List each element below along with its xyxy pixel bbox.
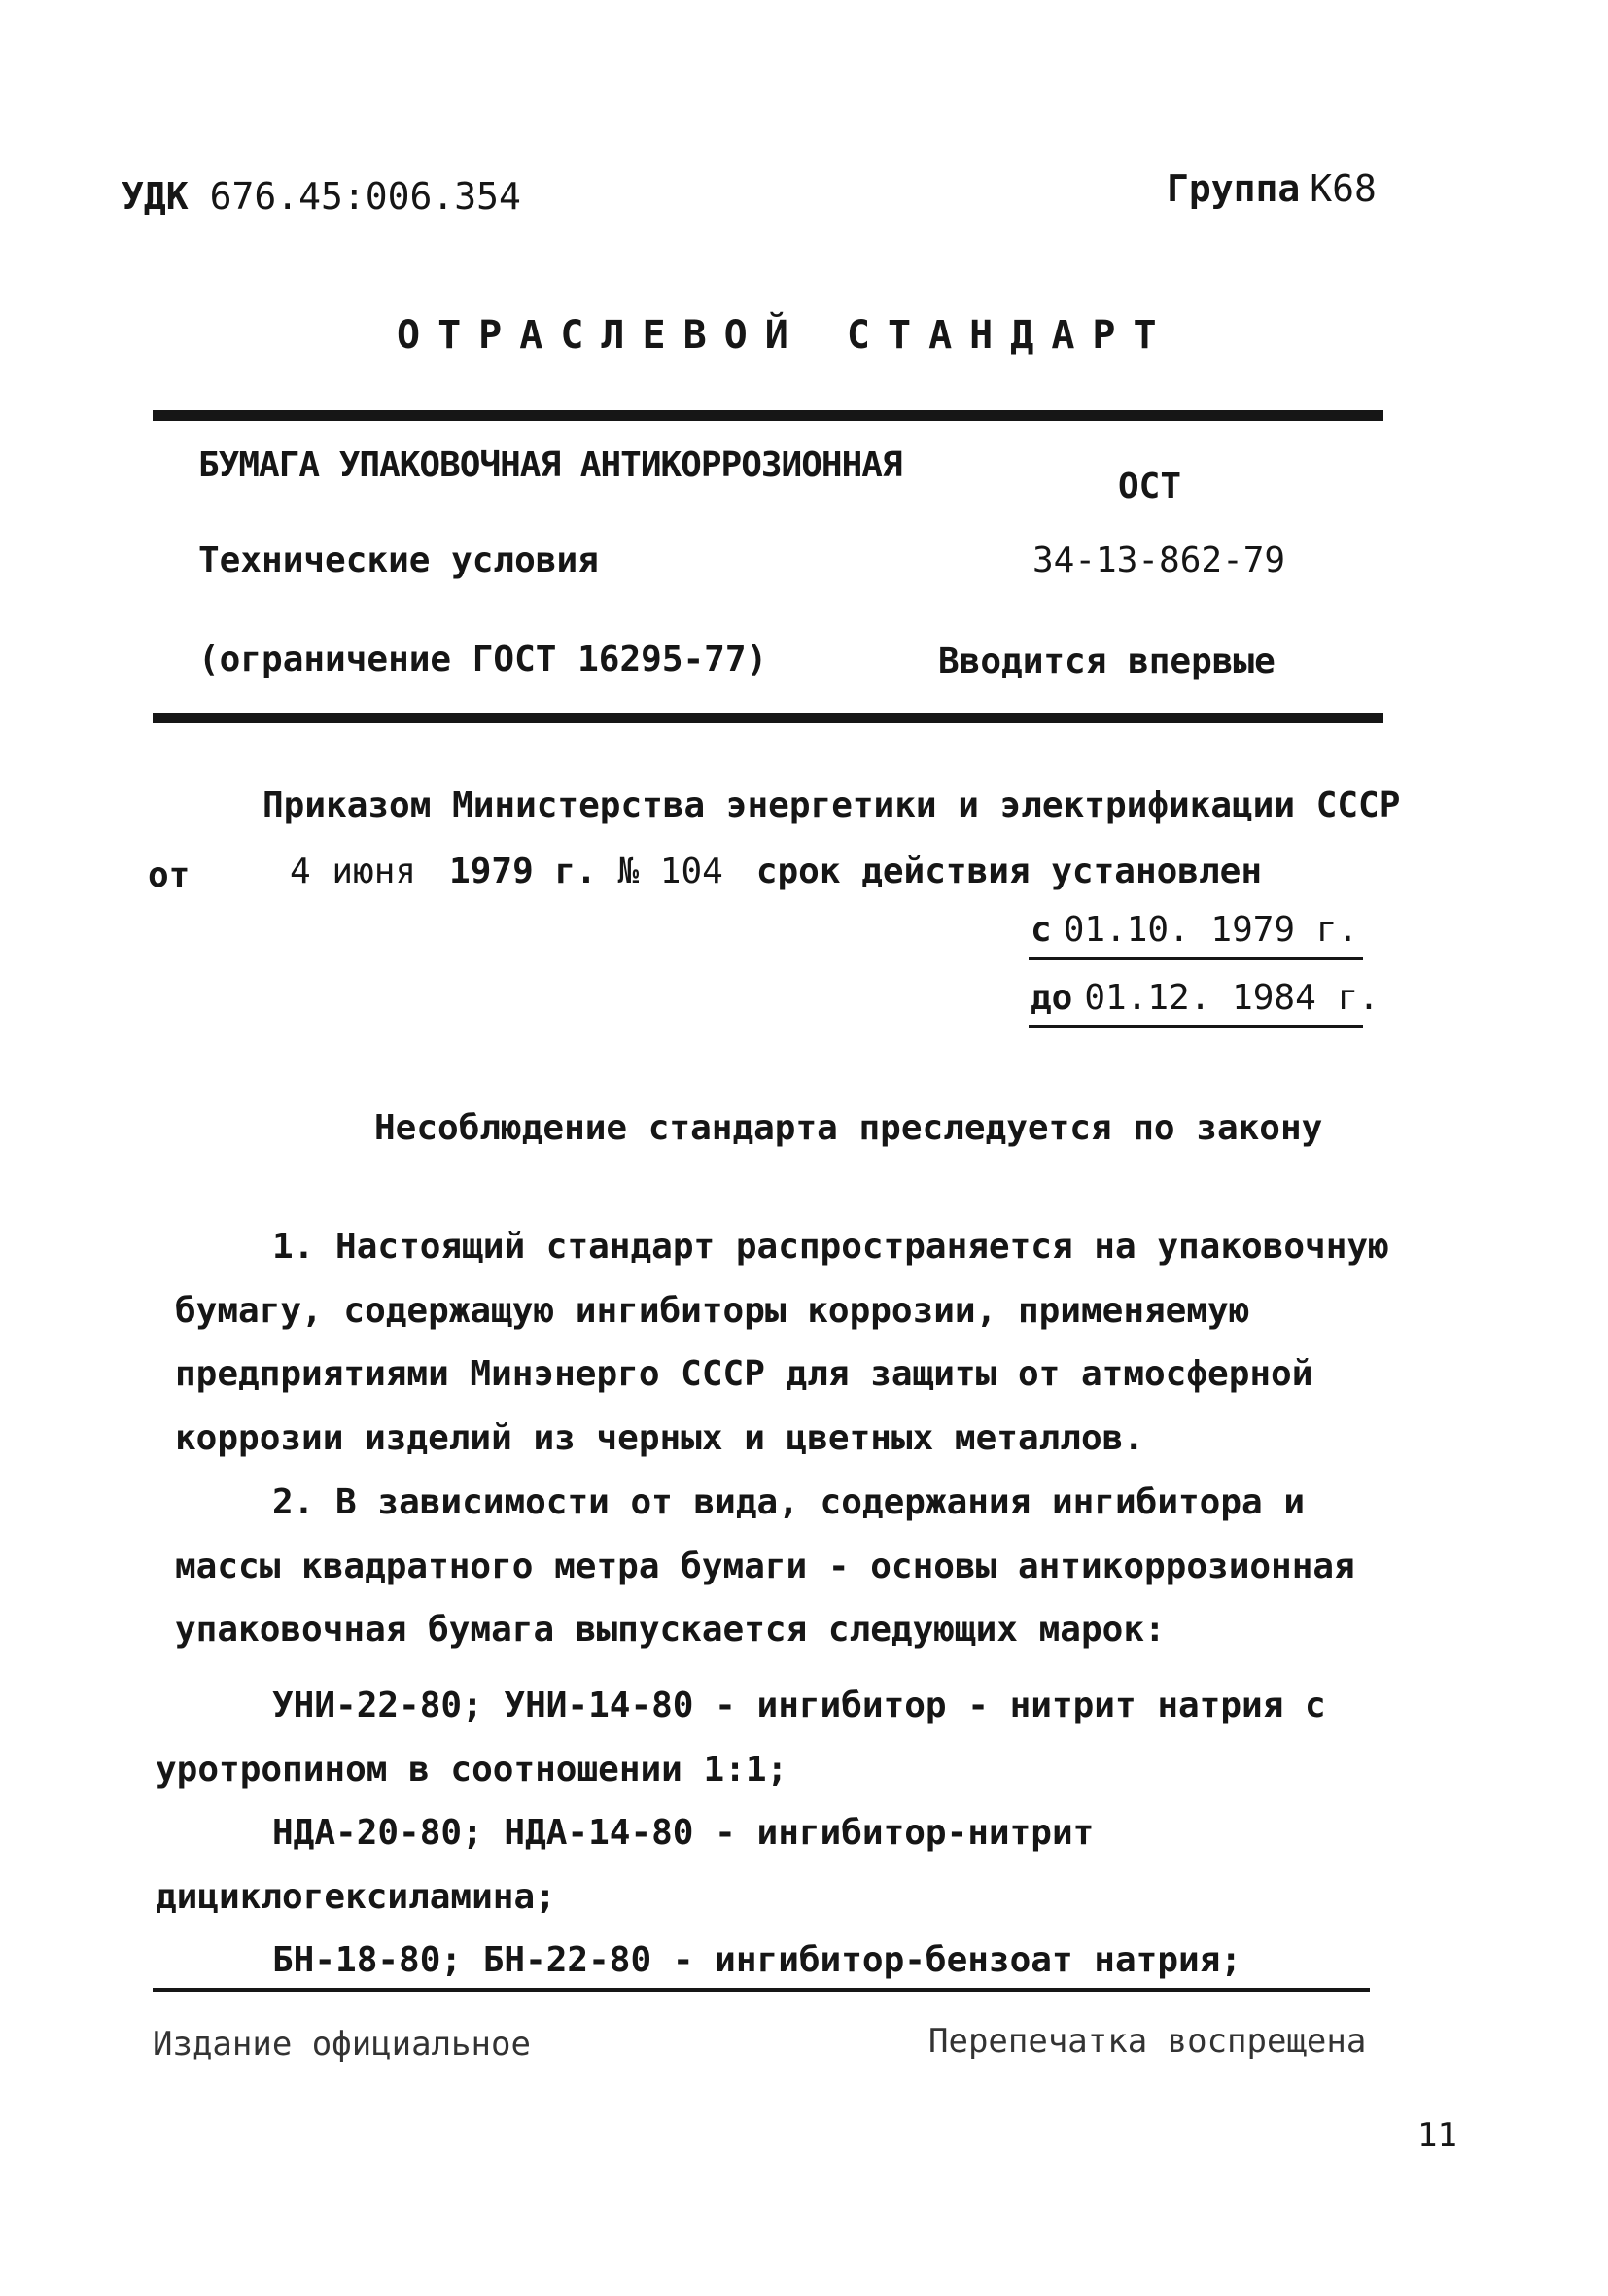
udk-line xyxy=(122,175,521,218)
grade-description: - ингибитор-нитрит дициклогексиламина; xyxy=(156,1813,1095,1917)
footer-reprint-notice: Перепечатка воспрещена xyxy=(928,2022,1367,2061)
valid-to-prefix: до xyxy=(1031,978,1073,1018)
paragraph-1-number: 1. xyxy=(272,1227,315,1267)
group-line xyxy=(1167,167,1377,210)
grade-list xyxy=(156,1674,1410,1993)
grade-description: - ингибитор-бензоат натрия; xyxy=(672,1940,1242,1980)
document-title: БУМАГА УПАКОВОЧНАЯ АНТИКОРРОЗИОННАЯ xyxy=(198,445,902,485)
valid-from-prefix: с xyxy=(1031,910,1052,950)
legal-warning: Несоблюдение стандарта преследуется по закону xyxy=(374,1108,1323,1148)
paragraph-1 xyxy=(175,1215,1390,1470)
grade-item xyxy=(156,1801,1410,1929)
valid-from-line xyxy=(1031,910,1358,950)
grade-codes: НДА-20-80; НДА-14-80 xyxy=(272,1813,694,1853)
validity-text: срок действия установлен xyxy=(755,852,1262,891)
paragraph-2-text: В зависимости от вида, содержания ингибитора и массы квадратного метра бумаги - основы антикоррозионная упаковочная бумага выпускается следующих марок: xyxy=(175,1482,1355,1650)
udk-code: 676.45:006.354 xyxy=(209,175,521,218)
introduced-note: Вводится впервые xyxy=(938,642,1276,681)
group-label: Группа xyxy=(1167,167,1301,210)
bottom-rule xyxy=(153,1988,1370,1992)
valid-from-date: 01.10. 1979 г. xyxy=(1063,910,1359,950)
grade-codes: БН-18-80; БН-22-80 xyxy=(272,1940,652,1980)
grade-description: - ингибитор - нитрит натрия с уротропином в соотношении 1:1; xyxy=(156,1686,1326,1790)
grade-item xyxy=(156,1674,1410,1801)
page-number: 11 xyxy=(1417,2116,1457,2155)
decree-date: 4 июня xyxy=(290,852,417,891)
footer-official-edition: Издание официальное xyxy=(153,2025,531,2064)
valid-to-line xyxy=(1031,978,1380,1018)
group-code: К68 xyxy=(1310,167,1377,210)
decree-year: 1979 г. xyxy=(449,852,597,891)
ost-label: ОСТ xyxy=(1118,467,1182,506)
document-subtitle: Технические условия xyxy=(198,540,599,580)
top-rule xyxy=(153,410,1383,421)
gost-limitation: (ограничение ГОСТ 16295-77) xyxy=(198,640,768,679)
paragraph-2 xyxy=(175,1471,1390,1662)
decree-from-label: от xyxy=(148,855,191,895)
standard-type-heading: ОТРАСЛЕВОЙ СТАНДАРТ xyxy=(397,313,1174,358)
paragraph-2-number: 2. xyxy=(272,1482,315,1522)
valid-to-date: 01.12. 1984 г. xyxy=(1084,978,1380,1018)
grade-item xyxy=(156,1929,1410,1993)
middle-rule xyxy=(153,713,1383,723)
paragraph-1-text: Настоящий стандарт распространяется на упаковочную бумагу, содержащую ингибиторы коррозии, применяемую предприятиями Минэнерго СССР для защиты от атмосферной коррозии изделий из черных и цветных металлов. xyxy=(175,1227,1389,1458)
grade-codes: УНИ-22-80; УНИ-14-80 xyxy=(272,1686,694,1725)
udk-label: УДК xyxy=(122,175,189,218)
ost-number: 34-13-862-79 xyxy=(1032,540,1286,580)
valid-to-underline xyxy=(1029,1025,1363,1028)
decree-text: Приказом Министерства энергетики и электрификации СССР xyxy=(262,785,1401,825)
decree-number: № 104 xyxy=(617,852,723,891)
decree-date-line xyxy=(290,852,1262,891)
valid-from-underline xyxy=(1029,957,1363,960)
